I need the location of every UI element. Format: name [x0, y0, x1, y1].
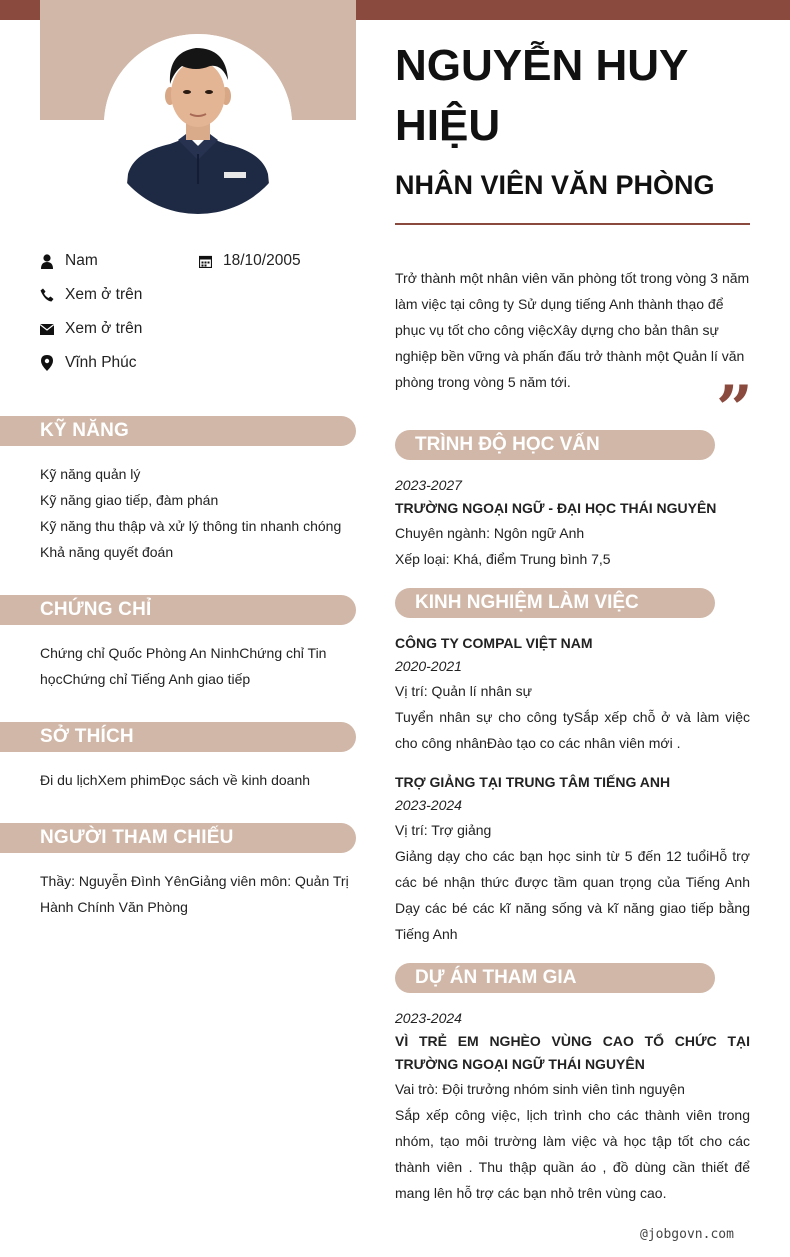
person-icon: [40, 253, 54, 269]
birthday-row: [198, 250, 301, 272]
projects-heading: DỰ ÁN THAM GIA: [395, 963, 715, 993]
phone-value: Xem ở trên: [65, 286, 143, 303]
certificates-text: Chứng chỉ Quốc Phòng An NinhChứng chỉ Tin họcChứng chỉ Tiếng Anh giao tiếp: [40, 645, 327, 687]
references-text: Thầy: Nguyễn Đình YênGiảng viên môn: Quản Trị Hành Chính Văn Phòng: [40, 873, 349, 915]
hobbies-text: Đi du lịchXem phimĐọc sách về kinh doanh: [40, 772, 311, 788]
education-period: 2023-2027: [395, 477, 462, 493]
school-name: TRƯỜNG NGOẠI NGỮ - ĐẠI HỌC THÁI NGUYÊN: [395, 500, 717, 516]
job-title: NHÂN VIÊN VĂN PHÒNG: [395, 170, 715, 200]
map-pin-icon: [40, 355, 54, 371]
skill-item: Kỹ năng thu thập và xử lý thông tin nhanh chóng: [40, 518, 342, 534]
company-name: CÔNG TY COMPAL VIỆT NAM: [395, 635, 593, 651]
job-description: Tuyển nhân sự cho công tySắp xếp chỗ ở và làm việc cho công nhânĐào tạo co các nhân viên mới .: [395, 709, 750, 751]
job-period: 2023-2024: [395, 797, 462, 813]
experience-entry: [395, 632, 750, 756]
education-heading: TRÌNH ĐỘ HỌC VẤN: [395, 430, 715, 460]
footer-watermark: @jobgovn.com: [640, 1227, 734, 1242]
hobbies-heading: SỞ THÍCH: [0, 722, 356, 752]
education-major: Chuyên ngành: Ngôn ngữ Anh: [395, 525, 585, 541]
project-description: Sắp xếp công việc, lịch trình cho các thành viên trong nhóm, tạo môi trường làm việc và học tập tốt cho các thành viên . Thu thập quần áo , đồ dùng cần thiết để mang lên hỗ trợ các bạn nhỏ trên vùng cao.: [395, 1107, 750, 1201]
certificates-heading: CHỨNG CHỈ: [0, 595, 356, 625]
education-entry: [395, 474, 750, 572]
career-objective: Trở thành một nhân viên văn phòng tốt trong vòng 3 năm làm việc tại công ty Sử dụng tiếng Anh thành thạo để phục vụ tốt cho công việcXây dựng cho bản thân sự nghiệp bền vững và phấn đấu trở thành một Quản lí văn phòng trong vòng 5 năm tới.: [395, 270, 750, 390]
job-position: Vị trí: Quản lí nhân sự: [395, 683, 532, 699]
phone-row: [40, 284, 142, 306]
skill-item: Kỹ năng quản lý: [40, 466, 141, 482]
education-grade: Xếp loại: Khá, điểm Trung bình 7,5: [395, 551, 611, 567]
calendar-icon: [198, 253, 212, 269]
birthday-value: 18/10/2005: [223, 252, 301, 269]
address-value: Vĩnh Phúc: [65, 354, 137, 371]
references-heading: NGƯỜI THAM CHIẾU: [0, 823, 356, 853]
experience-entry: [395, 771, 750, 947]
company-name: TRỢ GIẢNG TẠI TRUNG TÂM TIẾNG ANH: [395, 774, 671, 790]
job-description: Giảng dạy cho các bạn học sinh từ 5 đến 12 tuổiHỗ trợ các bé nhận thức được tầm quan trọng của Tiếng Anh Dạy các bé các kĩ năng sống và kĩ năng giao tiếp bằng Tiếng Anh: [395, 848, 750, 942]
phone-icon: [40, 287, 54, 303]
skill-item: Kỹ năng giao tiếp, đàm phán: [40, 492, 219, 508]
project-role: Vai trò: Đội trưởng nhóm sinh viên tình nguyện: [395, 1081, 685, 1097]
project-entry: [395, 1007, 750, 1206]
project-period: 2023-2024: [395, 1010, 462, 1026]
experience-heading: KINH NGHIỆM LÀM VIỆC: [395, 588, 715, 618]
quote-icon: ”: [716, 372, 753, 447]
address-row: [40, 352, 137, 374]
skills-list: [40, 461, 340, 565]
skill-item: Khả năng quyết đoán: [40, 544, 174, 560]
gender-value: Nam: [65, 252, 98, 269]
email-row: [40, 318, 142, 340]
email-value: Xem ở trên: [65, 320, 143, 337]
job-period: 2020-2021: [395, 658, 462, 674]
project-name: VÌ TRẺ EM NGHÈO VÙNG CAO TỔ CHỨC TẠI TRƯỜNG NGOẠI NGỮ THÁI NGUYÊN: [395, 1033, 750, 1072]
candidate-name: NGUYỄN HUY HIỆU: [395, 41, 688, 150]
title-divider: [395, 223, 750, 225]
job-position: Vị trí: Trợ giảng: [395, 822, 492, 838]
skills-heading: KỸ NĂNG: [0, 416, 356, 446]
avatar: [104, 34, 292, 214]
envelope-icon: [40, 321, 54, 337]
gender-row: [40, 250, 98, 272]
